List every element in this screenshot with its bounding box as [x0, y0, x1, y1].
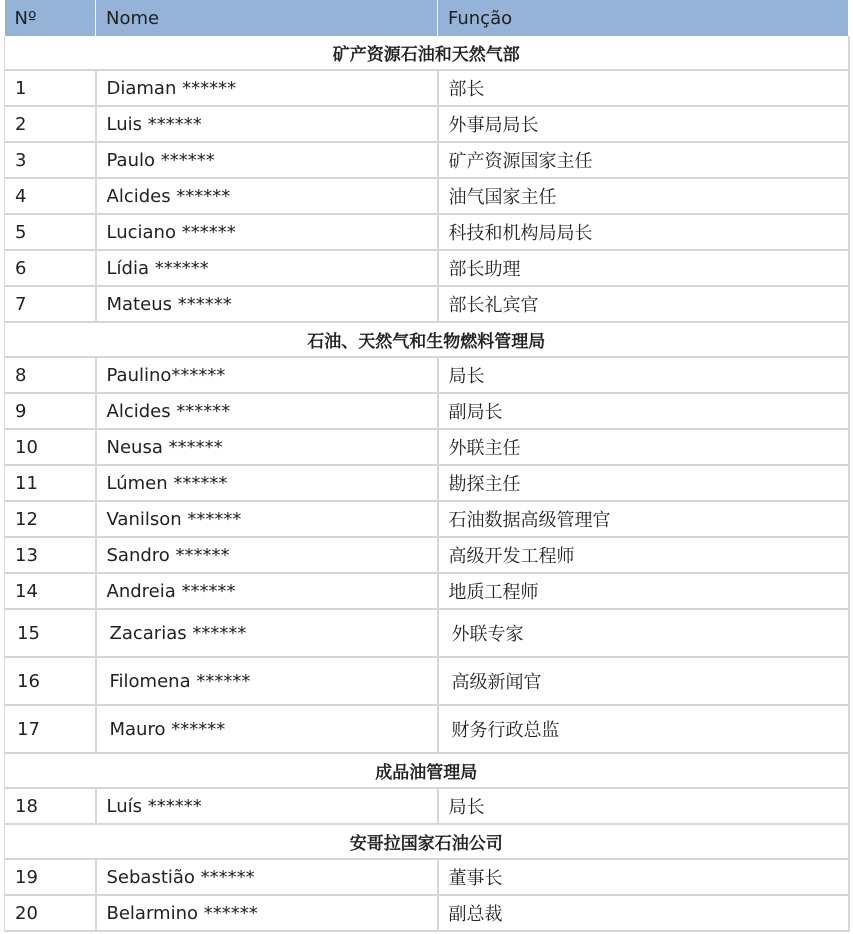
row-number: 14 [5, 573, 96, 609]
row-name: Alcides ****** [96, 393, 438, 429]
row-number: 17 [5, 705, 96, 753]
row-name: Paulino****** [96, 357, 438, 393]
section-row [5, 824, 849, 859]
row-role: 勘探主任 [438, 465, 849, 501]
table-row [5, 250, 849, 286]
section-title: 安哥拉国家石油公司 [5, 824, 849, 859]
row-role: 部长 [438, 70, 849, 106]
row-name: Mauro ****** [96, 705, 438, 753]
row-name: Paulo ****** [96, 142, 438, 178]
table-body [5, 36, 849, 931]
row-role: 副局长 [438, 393, 849, 429]
section-row [5, 36, 849, 70]
row-role: 董事长 [438, 859, 849, 895]
row-name: Sandro ****** [96, 537, 438, 573]
row-name: Lídia ****** [96, 250, 438, 286]
table-row [5, 895, 849, 931]
staff-table [4, 0, 850, 932]
row-number: 20 [5, 895, 96, 931]
section-title: 矿产资源石油和天然气部 [5, 36, 849, 70]
row-role: 外联专家 [438, 609, 849, 657]
row-role: 外联主任 [438, 429, 849, 465]
row-role: 外事局局长 [438, 106, 849, 142]
section-row [5, 753, 849, 788]
row-role: 石油数据高级管理官 [438, 501, 849, 537]
table-row [5, 106, 849, 142]
row-name: Vanilson ****** [96, 501, 438, 537]
table-row [5, 859, 849, 895]
table-row [5, 609, 849, 657]
row-number: 6 [5, 250, 96, 286]
row-number: 10 [5, 429, 96, 465]
row-number: 3 [5, 142, 96, 178]
row-name: Filomena ****** [96, 657, 438, 705]
table-row [5, 705, 849, 753]
row-role: 油气国家主任 [438, 178, 849, 214]
section-title: 成品油管理局 [5, 753, 849, 788]
table-row [5, 465, 849, 501]
row-name: Neusa ****** [96, 429, 438, 465]
row-name: Luciano ****** [96, 214, 438, 250]
row-role: 地质工程师 [438, 573, 849, 609]
section-row [5, 322, 849, 357]
row-number: 19 [5, 859, 96, 895]
row-name: Lúmen ****** [96, 465, 438, 501]
row-number: 2 [5, 106, 96, 142]
row-number: 8 [5, 357, 96, 393]
table-row [5, 70, 849, 106]
row-name: Andreia ****** [96, 573, 438, 609]
row-number: 4 [5, 178, 96, 214]
table-row [5, 142, 849, 178]
table-row [5, 657, 849, 705]
row-name: Mateus ****** [96, 286, 438, 322]
row-number: 9 [5, 393, 96, 429]
row-name: Alcides ****** [96, 178, 438, 214]
row-name: Luis ****** [96, 106, 438, 142]
row-role: 局长 [438, 357, 849, 393]
table-row [5, 357, 849, 393]
row-role: 矿产资源国家主任 [438, 142, 849, 178]
table-header-row [5, 0, 849, 36]
row-role: 部长助理 [438, 250, 849, 286]
table-row [5, 573, 849, 609]
row-role: 部长礼宾官 [438, 286, 849, 322]
row-number: 5 [5, 214, 96, 250]
row-role: 科技和机构局局长 [438, 214, 849, 250]
row-name: Zacarias ****** [96, 609, 438, 657]
table-row [5, 537, 849, 573]
row-role: 高级开发工程师 [438, 537, 849, 573]
header-number: Nº [5, 0, 96, 36]
row-name: Diaman ****** [96, 70, 438, 106]
header-name: Nome [96, 0, 438, 36]
row-number: 1 [5, 70, 96, 106]
table-row [5, 178, 849, 214]
row-role: 高级新闻官 [438, 657, 849, 705]
row-number: 16 [5, 657, 96, 705]
row-number: 13 [5, 537, 96, 573]
table-row [5, 429, 849, 465]
row-number: 18 [5, 788, 96, 824]
row-name: Belarmino ****** [96, 895, 438, 931]
table-row [5, 393, 849, 429]
row-number: 12 [5, 501, 96, 537]
row-role: 局长 [438, 788, 849, 824]
row-name: Sebastião ****** [96, 859, 438, 895]
row-name: Luís ****** [96, 788, 438, 824]
table-row [5, 788, 849, 824]
row-number: 7 [5, 286, 96, 322]
row-number: 15 [5, 609, 96, 657]
table-row [5, 501, 849, 537]
section-title: 石油、天然气和生物燃料管理局 [5, 322, 849, 357]
row-role: 财务行政总监 [438, 705, 849, 753]
row-number: 11 [5, 465, 96, 501]
table-row [5, 286, 849, 322]
row-role: 副总裁 [438, 895, 849, 931]
table-row [5, 214, 849, 250]
header-role: Função [438, 0, 849, 36]
